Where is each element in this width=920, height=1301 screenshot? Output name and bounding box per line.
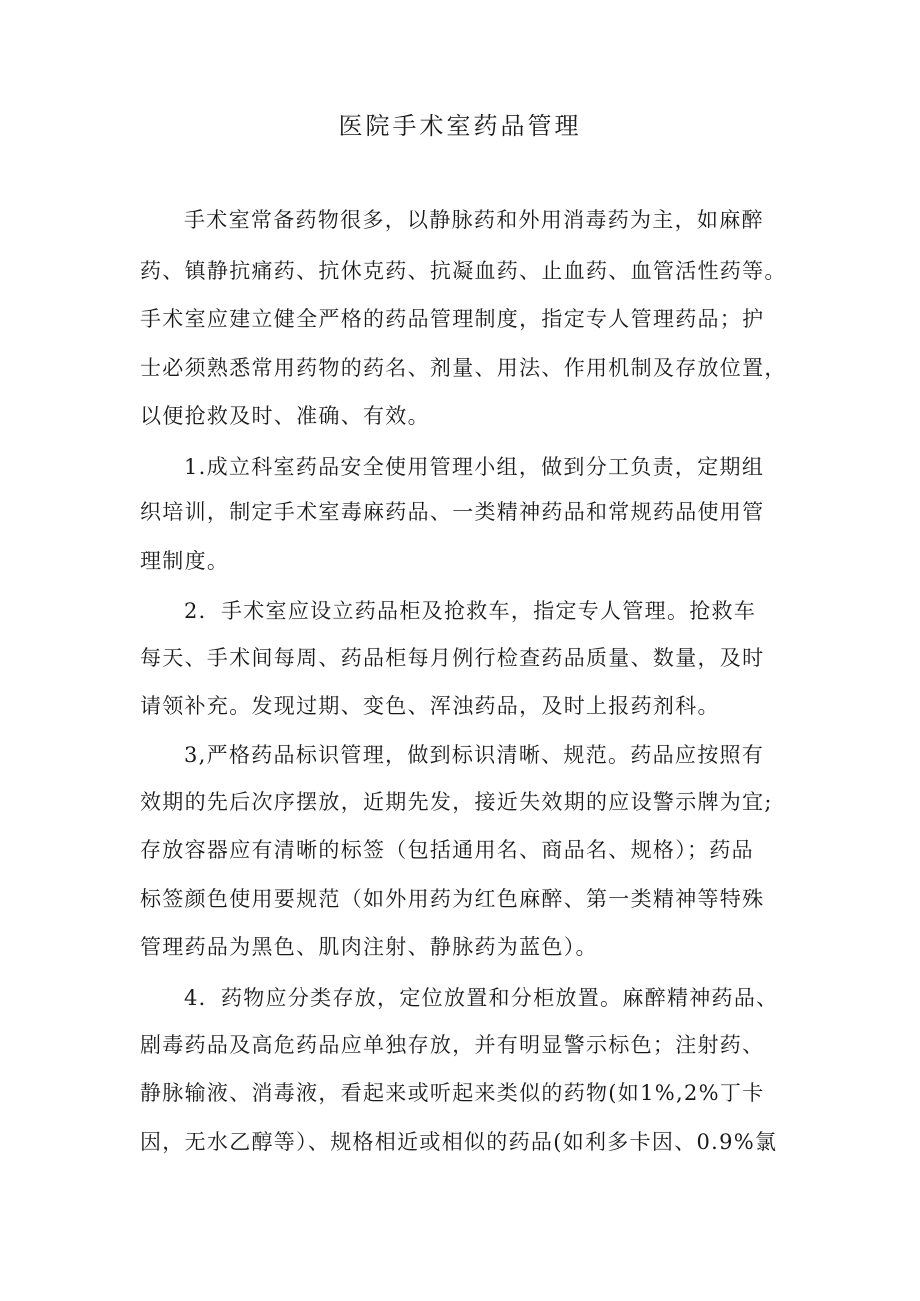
text-line: 手术室应建立健全严格的药品管理制度，指定专人管理药品；护 (140, 307, 765, 331)
text-line: 3,严格药品标识管理，做到标识清晰、规范。药品应按照有 (184, 743, 765, 767)
text-line: 效期的先后次序摆放，近期先发，接近失效期的应设警示牌为宜; (140, 790, 773, 814)
document-title: 医院手术室药品管理 (338, 112, 582, 140)
text-line: 药、镇静抗痛药、抗休克药、抗凝血药、止血药、血管活性药等。 (140, 259, 787, 283)
text-line: 以便抢救及时、准确、有效。 (140, 404, 430, 428)
text-line: 因，无水乙醇等）、规格相近或相似的药品(如利多卡因、0.9%氯 (140, 1130, 778, 1154)
text-line: 存放容器应有清晰的标签（包括通用名、商品名、规格）；药品 (140, 838, 754, 862)
text-line: 士必须熟悉常用药物的药名、剂量、用法、作用机制及存放位置， (140, 356, 787, 380)
text-line: 每天、手术间每周、药品柜每月例行检查药品质量、数量，及时 (140, 646, 765, 670)
text-line: 标签颜色使用要规范（如外用药为红色麻醉、第一类精神等特殊 (140, 887, 765, 911)
text-line: 静脉输液、消毒液，看起来或听起来类似的药物(如1%,2%丁卡 (140, 1081, 765, 1105)
text-line: 剧毒药品及高危药品应单独存放，并有明显警示标色；注射药、 (140, 1033, 765, 1057)
text-line: 请领补充。发现过期、变色、浑浊药品，及时上报药剂科。 (140, 694, 720, 718)
text-line: 手术室常备药物很多，以静脉药和外用消毒药为主，如麻醉 (184, 208, 764, 232)
text-line: 1.成立科室药品安全使用管理小组，做到分工负责，定期组 (184, 455, 765, 479)
text-line: 织培训，制定手术室毒麻药品、一类精神药品和常规药品使用管 (140, 500, 765, 524)
text-line: 4．药物应分类存放，定位放置和分柜放置。麻醉精神药品、 (184, 986, 779, 1010)
text-line: 2．手术室应设立药品柜及抢救车，指定专人管理。抢救车 (184, 599, 757, 623)
text-line: 管理药品为黑色、肌肉注射、静脉药为蓝色）。 (140, 935, 598, 959)
text-line: 理制度。 (140, 549, 230, 573)
